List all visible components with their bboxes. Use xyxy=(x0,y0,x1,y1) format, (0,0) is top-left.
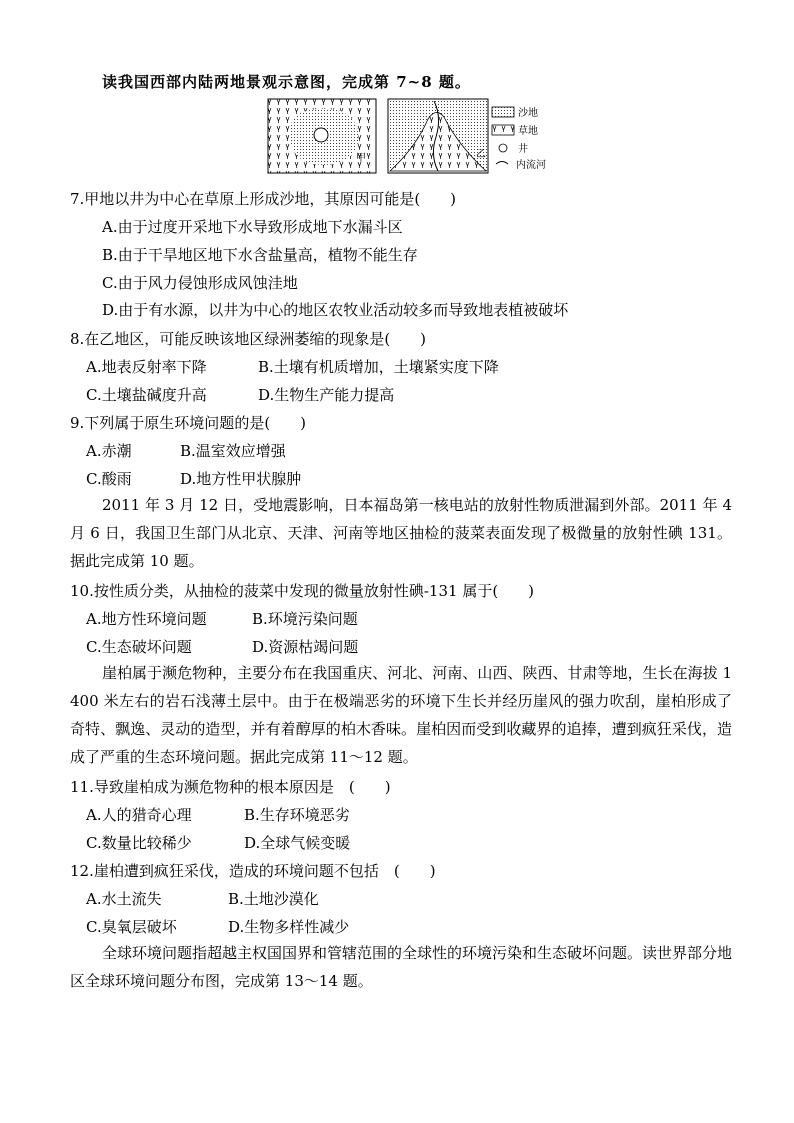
q10-option-b[interactable]: B.环境污染问题 xyxy=(252,610,358,628)
panel-yi xyxy=(388,99,488,173)
q7-option-a[interactable]: A.由于过度开采地下水导致形成地下水漏斗区 xyxy=(102,218,403,236)
q11-option-a[interactable]: A.人的猎奇心理 xyxy=(86,806,192,824)
q12-option-d[interactable]: D.生物多样性减少 xyxy=(228,918,350,936)
q8-option-c[interactable]: C.土壤盐碱度升高 xyxy=(86,386,207,404)
q7-stem: 7.甲地以井为中心在草原上形成沙地，其原因可能是( ) xyxy=(70,190,457,208)
q11-stem: 11.导致崖柏成为濒危物种的根本原因是 ( ) xyxy=(70,778,391,796)
q8-option-b[interactable]: B.土壤有机质增加，土壤紧实度下降 xyxy=(258,358,499,376)
q12-option-c[interactable]: C.臭氧层破坏 xyxy=(86,918,177,936)
q12-option-a[interactable]: A.水土流失 xyxy=(86,890,162,908)
q8-stem: 8.在乙地区，可能反映该地区绿洲萎缩的现象是( ) xyxy=(70,330,427,348)
river-line-icon xyxy=(496,162,508,165)
q8-option-a[interactable]: A.地表反射率下降 xyxy=(86,358,207,376)
legend-label-grass: 草地 xyxy=(518,126,538,137)
legend-label-river: 内流河 xyxy=(516,160,546,171)
q7-option-d[interactable]: D.由于有水源，以井为中心的地区农牧业活动较多而导致地表植被破坏 xyxy=(102,301,569,319)
q12-stem: 12.崖柏遭到疯狂采伐，造成的环境问题不包括 ( ) xyxy=(70,862,436,880)
well-icon xyxy=(314,128,328,142)
q10-stem: 10.按性质分类，从抽检的菠菜中发现的微量放射性碘-131 属于( ) xyxy=(70,582,535,600)
intro-text: 读我国西部内陆两地景观示意图，完成第 7~8 题。 xyxy=(102,73,471,91)
passage-nuclear: 2011 年 3 月 12 日，受地震影响，日本福岛第一核电站的放射性物质泄漏到外部。2011 年 4 月 6 日，我国卫生部门从北京、天津、河南等地区抽检的菠菜表面发现了极微量的放射性碘 131。据此完成第 10 题。 xyxy=(70,496,732,570)
label-yi: 乙 xyxy=(476,149,486,160)
panel-jia xyxy=(268,99,376,173)
well-circle-icon xyxy=(499,144,507,152)
grass-pattern-icon xyxy=(492,125,514,135)
q9-option-c[interactable]: C.酸雨 xyxy=(86,470,132,488)
q9-option-a[interactable]: A.赤潮 xyxy=(86,442,132,460)
legend-label-sand: 沙地 xyxy=(518,108,538,119)
passage-global-environment: 全球环境问题指超越主权国国界和管辖范围的全球性的环境污染和生态破坏问题。读世界部分地区全球环境问题分布图，完成第 13～14 题。 xyxy=(70,944,733,990)
sand-pattern-icon xyxy=(492,107,514,117)
q7-option-b[interactable]: B.由于干旱地区地下水含盐量高，植物不能生存 xyxy=(102,246,418,264)
legend-label-well: 井 xyxy=(518,144,528,155)
q10-option-a[interactable]: A.地方性环境问题 xyxy=(86,610,207,628)
q11-option-c[interactable]: C.数量比较稀少 xyxy=(86,834,192,852)
passage-yabai: 崖柏属于濒危物种，主要分布在我国重庆、河北、河南、山西、陕西、甘肃等地，生长在海拔 1 400 米左右的岩石浅薄土层中。由于在极端恶劣的环境下生长并经历崖风的强力吹刮，崖柏形成了奇特、飘逸、灵动的造型，并有着醇厚的柏木香味。崖柏因而受到收藏界的追捧，遭到疯狂采伐，造成了严重的生态环境问题。据此完成第 11～12 题。 xyxy=(70,664,732,766)
q9-option-d[interactable]: D.地方性甲状腺肿 xyxy=(180,470,302,488)
q10-option-c[interactable]: C.生态破坏问题 xyxy=(86,638,192,656)
legend xyxy=(492,106,546,171)
q9-option-b[interactable]: B.温室效应增强 xyxy=(180,442,286,460)
q11-option-b[interactable]: B.生存环境恶劣 xyxy=(244,806,350,824)
q11-option-d[interactable]: D.全球气候变暖 xyxy=(244,834,351,852)
q12-option-b[interactable]: B.土地沙漠化 xyxy=(228,890,319,908)
q7-option-c[interactable]: C.由于风力侵蚀形成风蚀洼地 xyxy=(102,274,298,292)
q8-option-d[interactable]: D.生物生产能力提高 xyxy=(258,386,395,404)
landscape-figure xyxy=(266,97,546,177)
q10-option-d[interactable]: D.资源枯竭问题 xyxy=(252,638,359,656)
q9-stem: 9.下列属于原生环境问题的是( ) xyxy=(70,414,307,432)
label-jia: 甲 xyxy=(356,153,366,164)
